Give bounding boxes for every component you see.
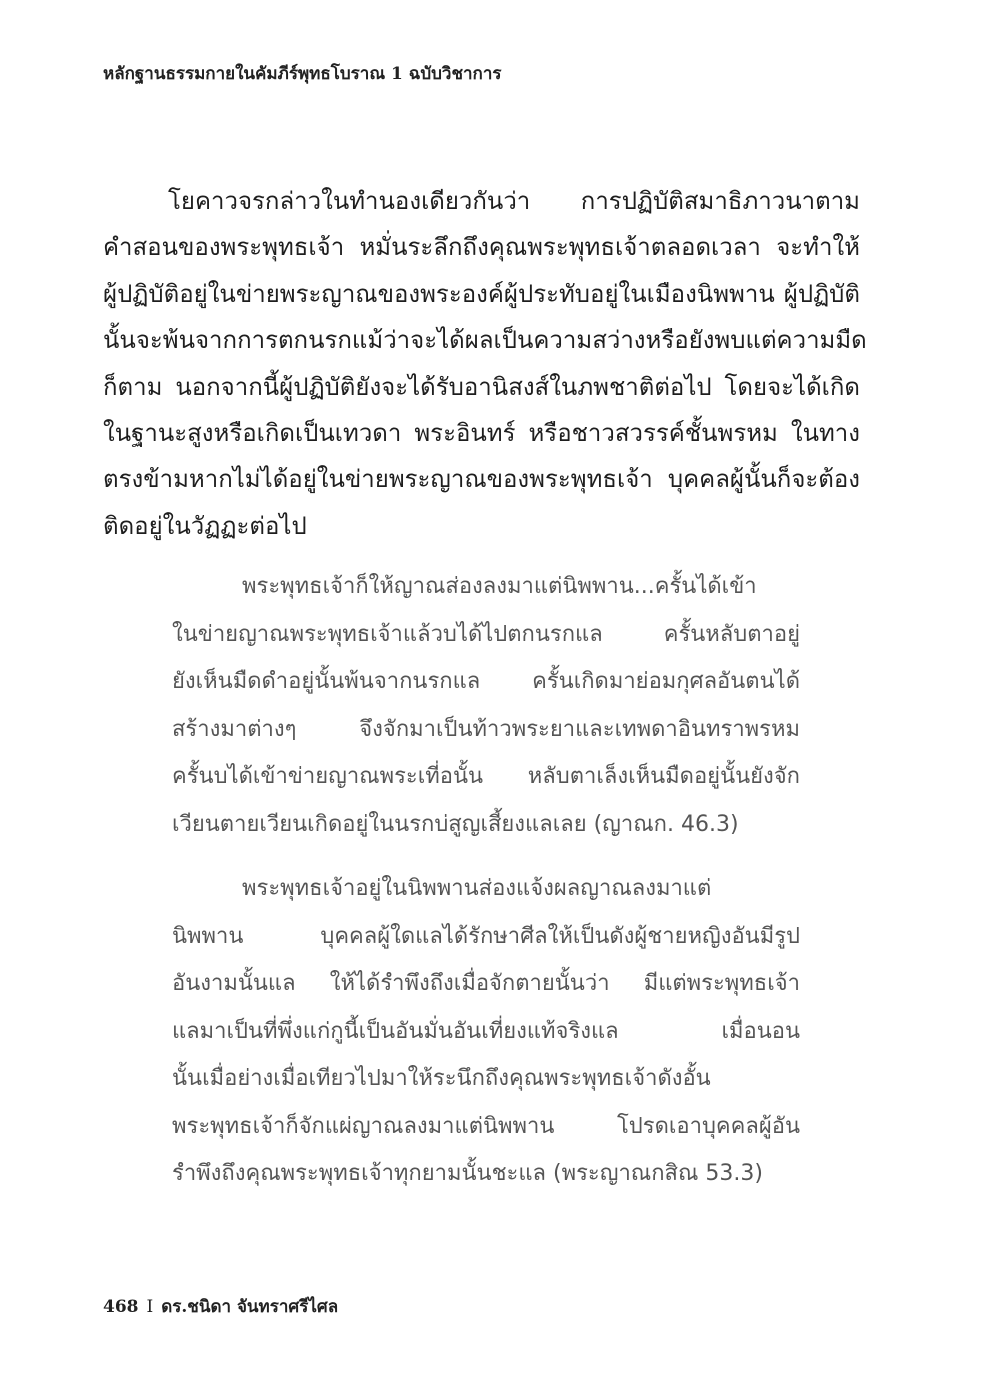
quote-line: แลมาเป็นที่พึ่งแก่กูนี้เป็นอันมั่นอันเที่ยงแท้จริงแล เมื่อนอน	[172, 1018, 800, 1044]
body-line: นั้นจะพ้นจากการตกนรกแม้ว่าจะได้ผลเป็นความสว่างหรือยังพบแต่ความมืด	[103, 326, 867, 355]
page-footer	[103, 1293, 338, 1320]
block-quote-1	[172, 563, 800, 848]
quote-line: พระพุทธเจ้าอยู่ในนิพพานส่องแจ้งผลญาณลงมาแต่	[242, 876, 712, 901]
quote-line: นิพพาน บุคคลผู้ใดแลได้รักษาศีลให้เป็นดังผู้ชายหญิงอันมีรูป	[172, 923, 800, 949]
quote-line: รำพึงถึงคุณพระพุทธเจ้าทุกยามนั้นชะแล (พระญาณกสิณ 53.3)	[172, 1161, 763, 1186]
body-line: ผู้ปฏิบัติอยู่ในข่ายพระญาณของพระองค์ผู้ประทับอยู่ในเมืองนิพพาน ผู้ปฏิบัติ	[103, 279, 860, 308]
quote-line: สร้างมาต่างๆ จึงจักมาเป็นท้าวพระยาและเทพดาอินทราพรหม	[172, 716, 800, 742]
body-line: ก็ตาม นอกจากนี้ผู้ปฏิบัติยังจะได้รับอานิสงส์ในภพชาติต่อไป โดยจะได้เกิด	[103, 372, 860, 401]
running-header: หลักฐานธรรมกายในคัมภีร์พุทธโบราณ 1 ฉบับวิชาการ	[103, 64, 502, 84]
quote-line: อันงามนั้นแล ให้ได้รำพึงถึงเมื่อจักตายนั้นว่า มีแต่พระพุทธเจ้า	[172, 971, 800, 996]
body-paragraph	[103, 178, 867, 549]
author-name: ดร.ชนิดา จันทราศรีไศล	[161, 1297, 339, 1317]
quote-line: พระพุทธเจ้าก็จักแผ่ญาณลงมาแต่นิพพาน โปรดเอาบุคคลผู้อัน	[172, 1113, 800, 1139]
quote-line: เวียนตายเวียนเกิดอยู่ในนรกบ่สูญเสี้ยงแลเลย (ญาณก. 46.3)	[172, 811, 739, 837]
quote-line: นั้นเมื่อย่างเมื่อเทียวไปมาให้ระนึกถึงคุณพระพุทธเจ้าดังอั้น	[172, 1066, 711, 1091]
body-line: ในฐานะสูงหรือเกิดเป็นเทวดา พระอินทร์ หรือชาวสวรรค์ชั้นพรหม ในทาง	[103, 418, 860, 447]
quote-line: พระพุทธเจ้าก็ให้ญาณส่องลงมาแต่นิพพาน...ครั้นได้เข้า	[242, 574, 757, 599]
body-line: โยคาวจรกล่าวในทำนองเดียวกันว่า การปฏิบัติสมาธิภาวนาตาม	[168, 187, 860, 215]
body-line: ติดอยู่ในวัฏฏะต่อไป	[103, 511, 307, 540]
footer-separator: I	[146, 1297, 154, 1317]
quote-line: ยังเห็นมืดดำอยู่นั้นพ้นจากนรกแล ครั้นเกิดมาย่อมกุศลอันตนได้	[172, 669, 800, 694]
quote-line: ในข่ายญาณพระพุทธเจ้าแล้วบได้ไปตกนรกแล ครั้นหลับตาอยู่	[172, 621, 800, 647]
quote-line: ครั้นบได้เข้าข่ายญาณพระเที่อนั้น หลับตาเล็งเห็นมืดอยู่นั้นยังจัก	[172, 764, 800, 789]
block-quote-2	[172, 865, 800, 1198]
body-line: คำสอนของพระพุทธเจ้า หมั่นระลึกถึงคุณพระพุทธเจ้าตลอดเวลา จะทำให้	[103, 233, 860, 262]
body-line: ตรงข้ามหากไม่ได้อยู่ในข่ายพระญาณของพระพุทธเจ้า บุคคลผู้นั้นก็จะต้อง	[103, 465, 860, 494]
page-number: 468	[103, 1297, 139, 1317]
